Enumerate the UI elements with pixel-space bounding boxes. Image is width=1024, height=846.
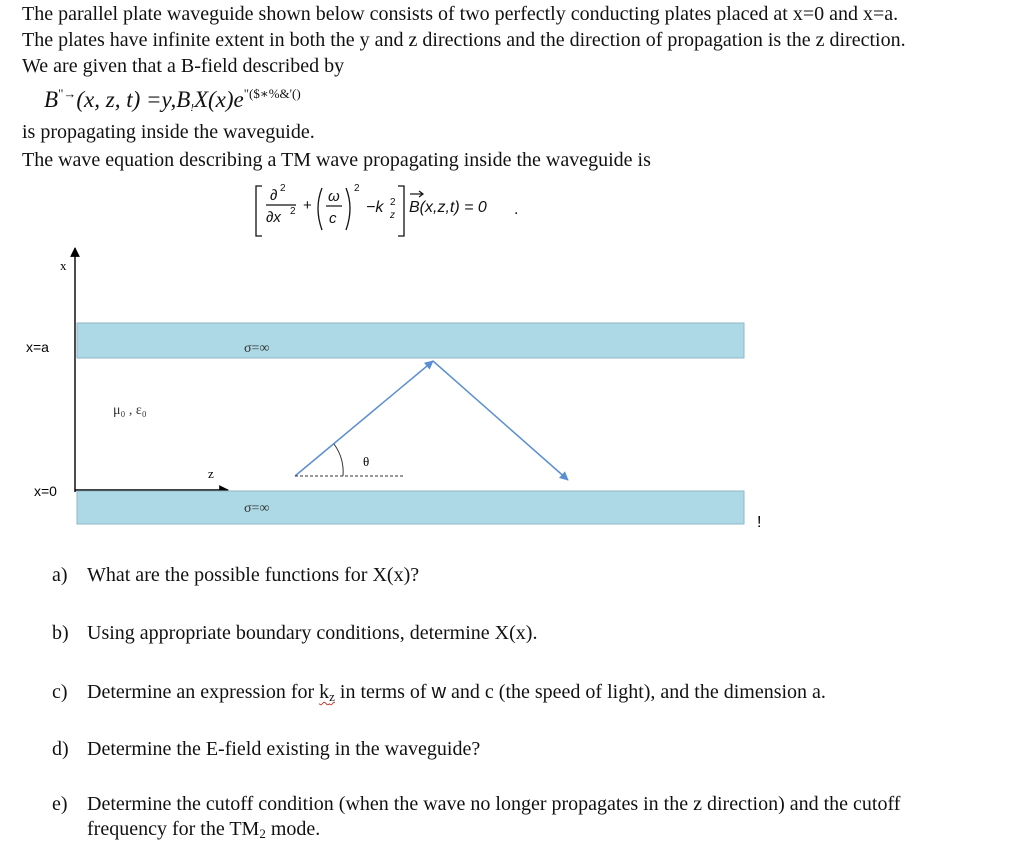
bfield-sup1: "→ <box>58 86 77 101</box>
question-c-post: and c (the speed of light), and the dimension a. <box>446 681 826 703</box>
medium-label: μ₀ , ε₀ <box>113 403 147 418</box>
wave-intro-text: The wave equation describing a TM wave propagating inside the waveguide is <box>22 149 651 171</box>
sigma-top-label: σ=∞ <box>244 341 270 356</box>
right-paren <box>346 188 350 230</box>
question-c-mid: in terms of <box>334 681 432 703</box>
top-plate <box>77 323 744 358</box>
question-b-text: Using appropriate boundary conditions, determine X(x). <box>87 622 538 644</box>
after-equation-text: is propagating inside the waveguide. <box>22 121 315 143</box>
omega: ω <box>328 188 340 205</box>
plus-sign: + <box>303 197 312 214</box>
intro-line-1: The parallel plate waveguide shown below consists of two perfectly conducting plates placed at x=0 and x=a. <box>22 3 899 25</box>
reflected-ray <box>433 361 568 480</box>
question-d-label: d) <box>52 738 69 760</box>
bfield-sup2: "($∗%&'() <box>243 86 301 101</box>
question-a <box>52 563 419 588</box>
partial-numerator-exp: 2 <box>280 183 286 194</box>
question-c <box>52 680 826 709</box>
question-d-text: Determine the E-field existing in the waveguide? <box>87 738 481 760</box>
paren-exp: 2 <box>354 183 360 194</box>
theta-arc <box>334 444 343 476</box>
intro-line-2: The plates have infinite extent in both the y and z directions and the direction of propagation is the z direction. <box>22 29 906 51</box>
question-c-pre: Determine an expression for <box>87 681 320 703</box>
bfield-mid: y,B <box>161 87 191 112</box>
theta-label: θ <box>363 454 370 469</box>
equation-period: . <box>514 201 519 218</box>
c-symbol: c <box>329 210 337 227</box>
k-sub-z: z <box>390 210 395 221</box>
left-bracket <box>256 186 262 236</box>
question-e-line2-post: mode. <box>265 818 321 840</box>
question-c-label: c) <box>52 681 68 703</box>
wave-equation <box>254 180 524 242</box>
right-bracket <box>398 186 404 236</box>
kz-sub: z <box>329 689 335 704</box>
z-axis-label: z <box>208 466 214 481</box>
x-axis-label: x <box>60 258 67 273</box>
kz-term <box>319 681 335 703</box>
bfield-equation <box>44 86 301 114</box>
left-paren <box>318 188 322 230</box>
minus-k: −k <box>366 199 384 216</box>
x-eq-a-label: x=a <box>26 339 49 355</box>
b-function: B(x,z,t) = 0 <box>409 199 487 216</box>
bfield-B: B <box>44 87 59 112</box>
x-eq-0-label: x=0 <box>34 483 57 499</box>
kz-k: k <box>319 681 330 703</box>
question-d <box>52 737 480 762</box>
partial-denominator: ∂x <box>266 209 281 226</box>
partial-denominator-exp: 2 <box>290 206 296 217</box>
intro-line-3: We are given that a B-field described by <box>22 55 345 77</box>
question-e-label: e) <box>52 793 68 815</box>
bfield-X: X(x)e <box>193 87 244 112</box>
question-e-line2-sub: 2 <box>259 826 266 841</box>
question-c-w: w <box>431 681 447 703</box>
question-b-label: b) <box>52 622 69 644</box>
question-e-line2-pre: frequency for the TM <box>87 818 260 840</box>
question-e <box>52 792 900 846</box>
question-a-text: What are the possible functions for X(x)? <box>87 564 420 586</box>
bottom-plate <box>77 491 744 524</box>
bfield-sub1: ! <box>190 102 194 114</box>
question-b <box>52 621 537 646</box>
waveguide-diagram <box>0 240 800 540</box>
bfield-args: (x, z, t) = <box>76 87 162 112</box>
question-e-line1: Determine the cutoff condition (when the wave no longer propagates in the z direction) and the cutoff <box>87 793 901 815</box>
k-exp: 2 <box>390 197 396 208</box>
partial-numerator: ∂ <box>270 187 278 204</box>
sigma-bottom-label: σ=∞ <box>244 501 270 516</box>
question-a-label: a) <box>52 564 68 586</box>
exclaim-mark: ! <box>757 514 762 531</box>
